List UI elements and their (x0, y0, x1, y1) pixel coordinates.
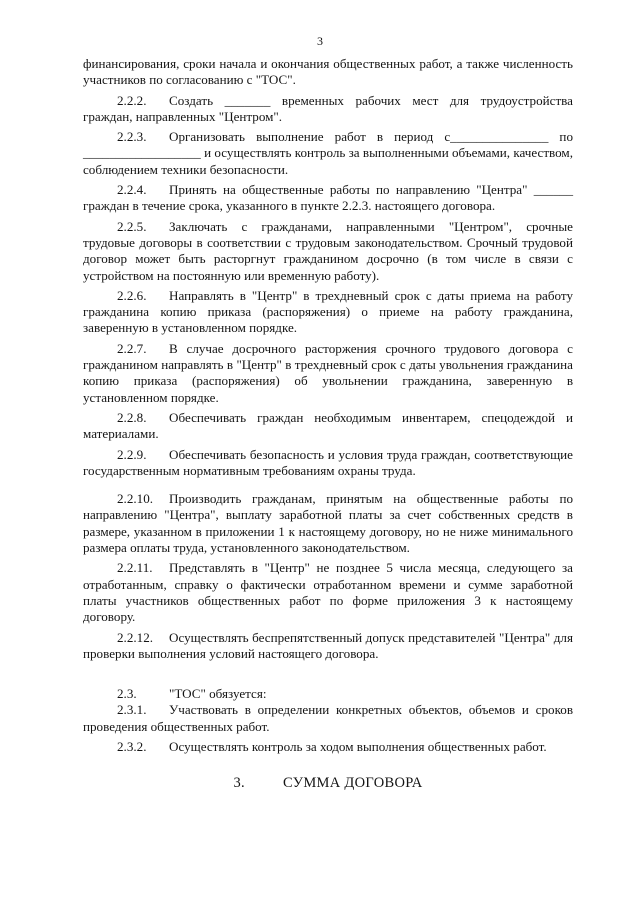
clause-text: В случае досрочного расторжения срочного трудового договора с гражданином направлять в "Центр" в трехдневный срок с даты увольнения гражданина копию приказа (распоряжения) об увольнении гражданина, заверенную в установленном порядке. (83, 340, 573, 405)
clause-number: 2.2.6. (117, 287, 147, 303)
clause-number: 2.3.1. (117, 702, 147, 718)
clause-text: Обеспечивать граждан необходимым инвентарем, спецодеждой и материалами. (83, 409, 573, 442)
clause-2-3 (83, 686, 573, 702)
clause-2-2-7 (83, 341, 573, 406)
page-number: 3 (317, 34, 323, 48)
clause-2-2-4 (83, 182, 573, 215)
clause-text: Принять на общественные работы по направлению "Центра" ______ граждан в течение срока, указанного в пункте 2.2.3. настоящего договора. (83, 182, 573, 214)
clause-2-3-1 (83, 702, 573, 735)
clause-number: 2.2.10. (117, 491, 154, 507)
clause-number: 2.2.5. (117, 218, 147, 234)
clause-2-2-12 (83, 630, 573, 663)
clause-2-2-3 (83, 129, 573, 178)
clause-2-2-9 (83, 447, 573, 480)
clause-text: Участвовать в определении конкретных объектов, объемов и сроков проведения общественных работ. (83, 702, 573, 734)
clause-text: Заключать с гражданами, направленными "Центром", срочные трудовые договоры в соответствии с трудовым законодательством. Срочный трудовой договор может быть расторгнут гражданином досрочно (в том числе в связи с устройством на постоянную или временную работу). (83, 218, 573, 283)
clause-text: Осуществлять беспрепятственный допуск представителей "Центра" для проверки выполнения условий настоящего договора. (83, 629, 573, 661)
section-title: СУММА ДОГОВОРА (282, 775, 423, 792)
clause-text: Направлять в "Центр" в трехдневный срок с даты приема на работу гражданина копию приказа (распоряжения) о приеме на работу гражданина, заверенную в установленном порядке. (83, 287, 573, 336)
clause-2-3-2 (83, 739, 573, 755)
clause-number: 2.2.12. (117, 629, 154, 645)
clause-text: Представлять в "Центр" не позднее 5 числа месяца, следующего за отработанным, справку о фактически отработанном времени и сумме заработной платы участников общественных работ по форме приложения 3 к настоящему договору. (83, 560, 573, 625)
clause-text: Организовать выполнение работ в период с_______________ по __________________ и осуществлять контроль за выполненными объемами, качеством, соблюдением техники безопасности. (83, 129, 573, 177)
document-body (83, 56, 573, 792)
clause-number: 2.2.2. (117, 92, 147, 108)
clause-2-2-2 (83, 93, 573, 126)
clause-text: Обеспечивать безопасность и условия труда граждан, соответствующие государственным нормативным требованиям охраны труда. (83, 446, 573, 478)
clause-number: 2.2.4. (117, 182, 147, 198)
clause-2-2-5 (83, 219, 573, 284)
clause-number: 2.2.8. (117, 409, 147, 425)
paragraph-continuation: финансирования, сроки начала и окончания общественных работ, а также численность участников по согласованию с "ТОС". (83, 56, 573, 88)
clause-number: 2.2.11. (117, 560, 153, 576)
clause-2-2-8 (83, 410, 573, 443)
clause-text: Производить гражданам, принятым на общественные работы по направлению "Центра", выплату заработной платы за счет собственных средств в размере, указанном в приложении 1 к настоящему договору, но не ниже минимального размера оплаты труда, установленного законодательством. (83, 491, 573, 556)
clause-2-2-10 (83, 491, 573, 556)
clause-number: 2.2.3. (117, 129, 147, 145)
clause-2-2-6 (83, 288, 573, 337)
clause-text: Создать _______ временных рабочих мест для трудоустройства граждан, направленных "Центром". (83, 92, 573, 124)
clause-number: 2.3.2. (117, 738, 147, 754)
clause-2-2-11 (83, 560, 573, 625)
clause-number: 2.3. (117, 686, 137, 702)
section-heading (83, 775, 573, 791)
clause-text: Осуществлять контроль за ходом выполнения общественных работ. (169, 738, 547, 754)
clause-number: 2.2.9. (117, 446, 147, 462)
section-number: 3. (233, 775, 245, 792)
clause-number: 2.2.7. (117, 340, 147, 356)
clause-text: "ТОС" обязуется: (169, 686, 267, 702)
